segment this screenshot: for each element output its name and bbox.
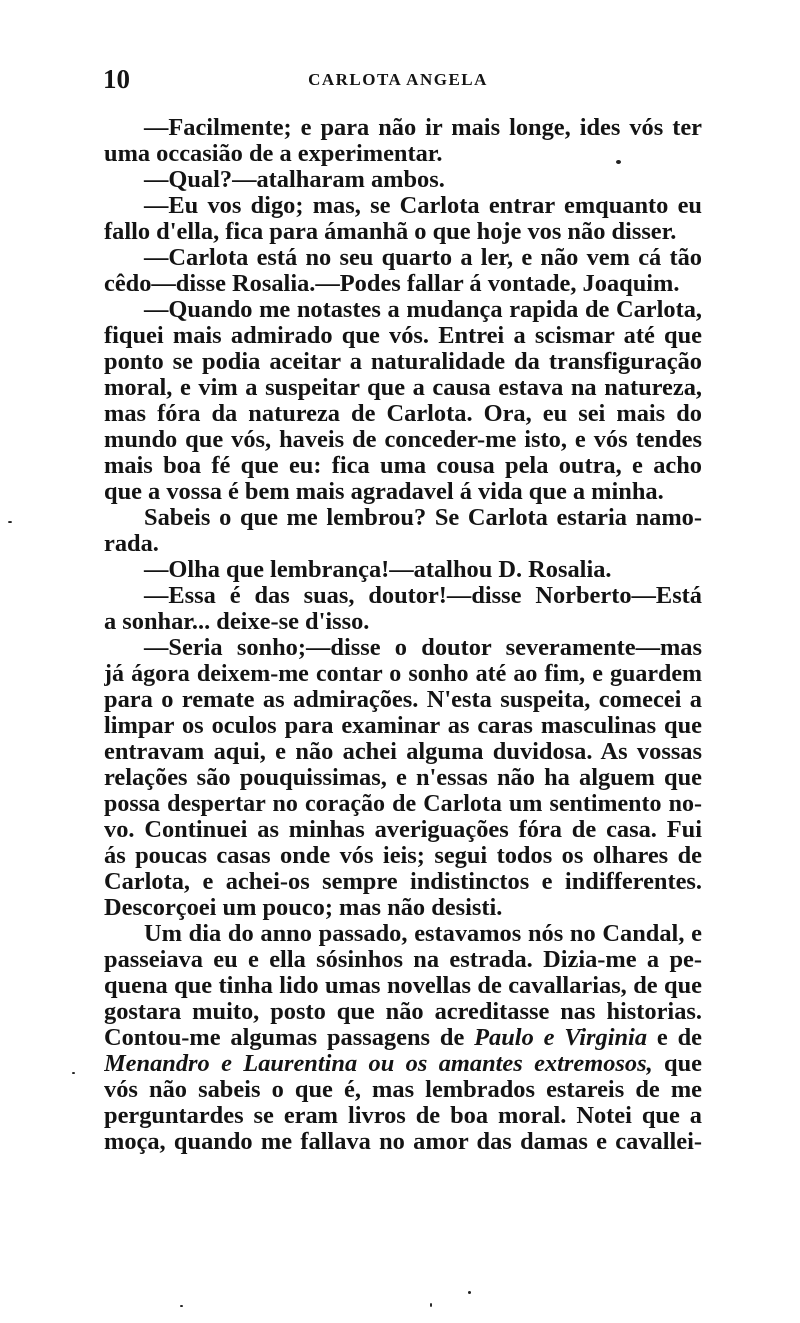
text-line bbox=[104, 1051, 702, 1077]
text-line bbox=[104, 1025, 702, 1051]
text-line: passeiava eu e ella sósinhos na estrada. Dizia-me a pe- bbox=[104, 947, 702, 973]
text-line: —Eu vos digo; mas, se Carlota entrar emquanto eu bbox=[144, 193, 702, 219]
dust-speck bbox=[468, 1291, 471, 1294]
text-line: Descorçoei um pouco; mas não desisti. bbox=[104, 895, 503, 921]
text-line: rada. bbox=[104, 531, 159, 557]
text-line: fallo d'ella, fica para ámanhã o que hoje vos não disser. bbox=[104, 219, 677, 245]
text-line: —Quando me notastes a mudança rapida de Carlota, bbox=[144, 297, 702, 323]
text-line: que a vossa é bem mais agradavel á vida que a minha. bbox=[104, 479, 664, 505]
text-line: —Olha que lembrança!—atalhou D. Rosalia. bbox=[144, 557, 612, 583]
text-line: limpar os oculos para examinar as caras masculinas que bbox=[104, 713, 702, 739]
text-line: moça, quando me fallava no amor das damas e cavallei- bbox=[104, 1129, 702, 1155]
text-line: moral, e vim a suspeitar que a causa estava na natureza, bbox=[104, 375, 702, 401]
text-line: perguntardes se eram livros de boa moral. Notei que a bbox=[104, 1103, 702, 1129]
text-line: entravam aqui, e não achei alguma duvidosa. As vossas bbox=[104, 739, 702, 765]
text-line: quena que tinha lido umas novellas de cavallarias, de que bbox=[104, 973, 702, 999]
italic-title: Menandro e Laurentina ou os amantes extremosos, bbox=[104, 1051, 653, 1077]
text-segment: Contou-me algumas passagens de bbox=[104, 1025, 475, 1051]
text-line: gostara muito, posto que não acreditasse nas historias. bbox=[104, 999, 702, 1025]
dust-speck bbox=[616, 160, 621, 164]
text-line: Um dia do anno passado, estavamos nós no Candal, e bbox=[144, 921, 702, 947]
text-line: —Qual?—atalharam ambos. bbox=[144, 167, 445, 193]
dust-speck bbox=[430, 1303, 432, 1307]
text-line: Sabeis o que me lembrou? Se Carlota estaria namo- bbox=[144, 505, 702, 531]
page-header bbox=[103, 62, 703, 98]
text-line: para o remate as admirações. N'esta suspeita, comecei a bbox=[104, 687, 702, 713]
text-line: relações são pouquissimas, e n'essas não ha alguem que bbox=[104, 765, 702, 791]
text-segment: e de bbox=[647, 1025, 702, 1051]
text-line: já ágora deixem-me contar o sonho até ao fim, e guardem bbox=[104, 661, 702, 687]
dust-speck bbox=[8, 521, 12, 523]
text-line: a sonhar... deixe-se d'isso. bbox=[104, 609, 370, 635]
dust-speck bbox=[72, 1072, 75, 1074]
text-line: Carlota, e achei-os sempre indistinctos e indifferentes. bbox=[104, 869, 702, 895]
text-line: —Essa é das suas, doutor!—disse Norberto—Está bbox=[144, 583, 702, 609]
dust-speck bbox=[180, 1305, 183, 1307]
body-text bbox=[104, 115, 702, 1155]
text-line: uma occasião de a experimentar. bbox=[104, 141, 443, 167]
running-title: CARLOTA ANGELA bbox=[308, 70, 488, 89]
text-line: vo. Continuei as minhas averiguações fóra de casa. Fui bbox=[104, 817, 702, 843]
text-line: vós não sabeis o que é, mas lembrados estareis de me bbox=[104, 1077, 702, 1103]
text-line: —Carlota está no seu quarto a ler, e não vem cá tão bbox=[144, 245, 702, 271]
text-segment: que bbox=[652, 1051, 702, 1077]
text-line: —Facilmente; e para não ir mais longe, ides vós ter bbox=[144, 115, 702, 141]
text-line: ás poucas casas onde vós ieis; segui todos os olhares de bbox=[104, 843, 702, 869]
text-line: fiquei mais admirado que vós. Entrei a scismar até que bbox=[104, 323, 702, 349]
text-line: mas fóra da natureza de Carlota. Ora, eu sei mais do bbox=[104, 401, 702, 427]
text-line: —Seria sonho;—disse o doutor severamente—mas bbox=[144, 635, 702, 661]
page-number: 10 bbox=[103, 64, 130, 94]
text-line: cêdo—disse Rosalia.—Podes fallar á vontade, Joaquim. bbox=[104, 271, 680, 297]
text-line: mais boa fé que eu: fica uma cousa pela outra, e acho bbox=[104, 453, 702, 479]
text-line: mundo que vós, haveis de conceder-me isto, e vós tendes bbox=[104, 427, 702, 453]
text-line: possa despertar no coração de Carlota um sentimento no- bbox=[104, 791, 702, 817]
italic-title: Paulo e Virginia bbox=[474, 1025, 648, 1051]
text-line: ponto se podia aceitar a naturalidade da transfiguração bbox=[104, 349, 702, 375]
